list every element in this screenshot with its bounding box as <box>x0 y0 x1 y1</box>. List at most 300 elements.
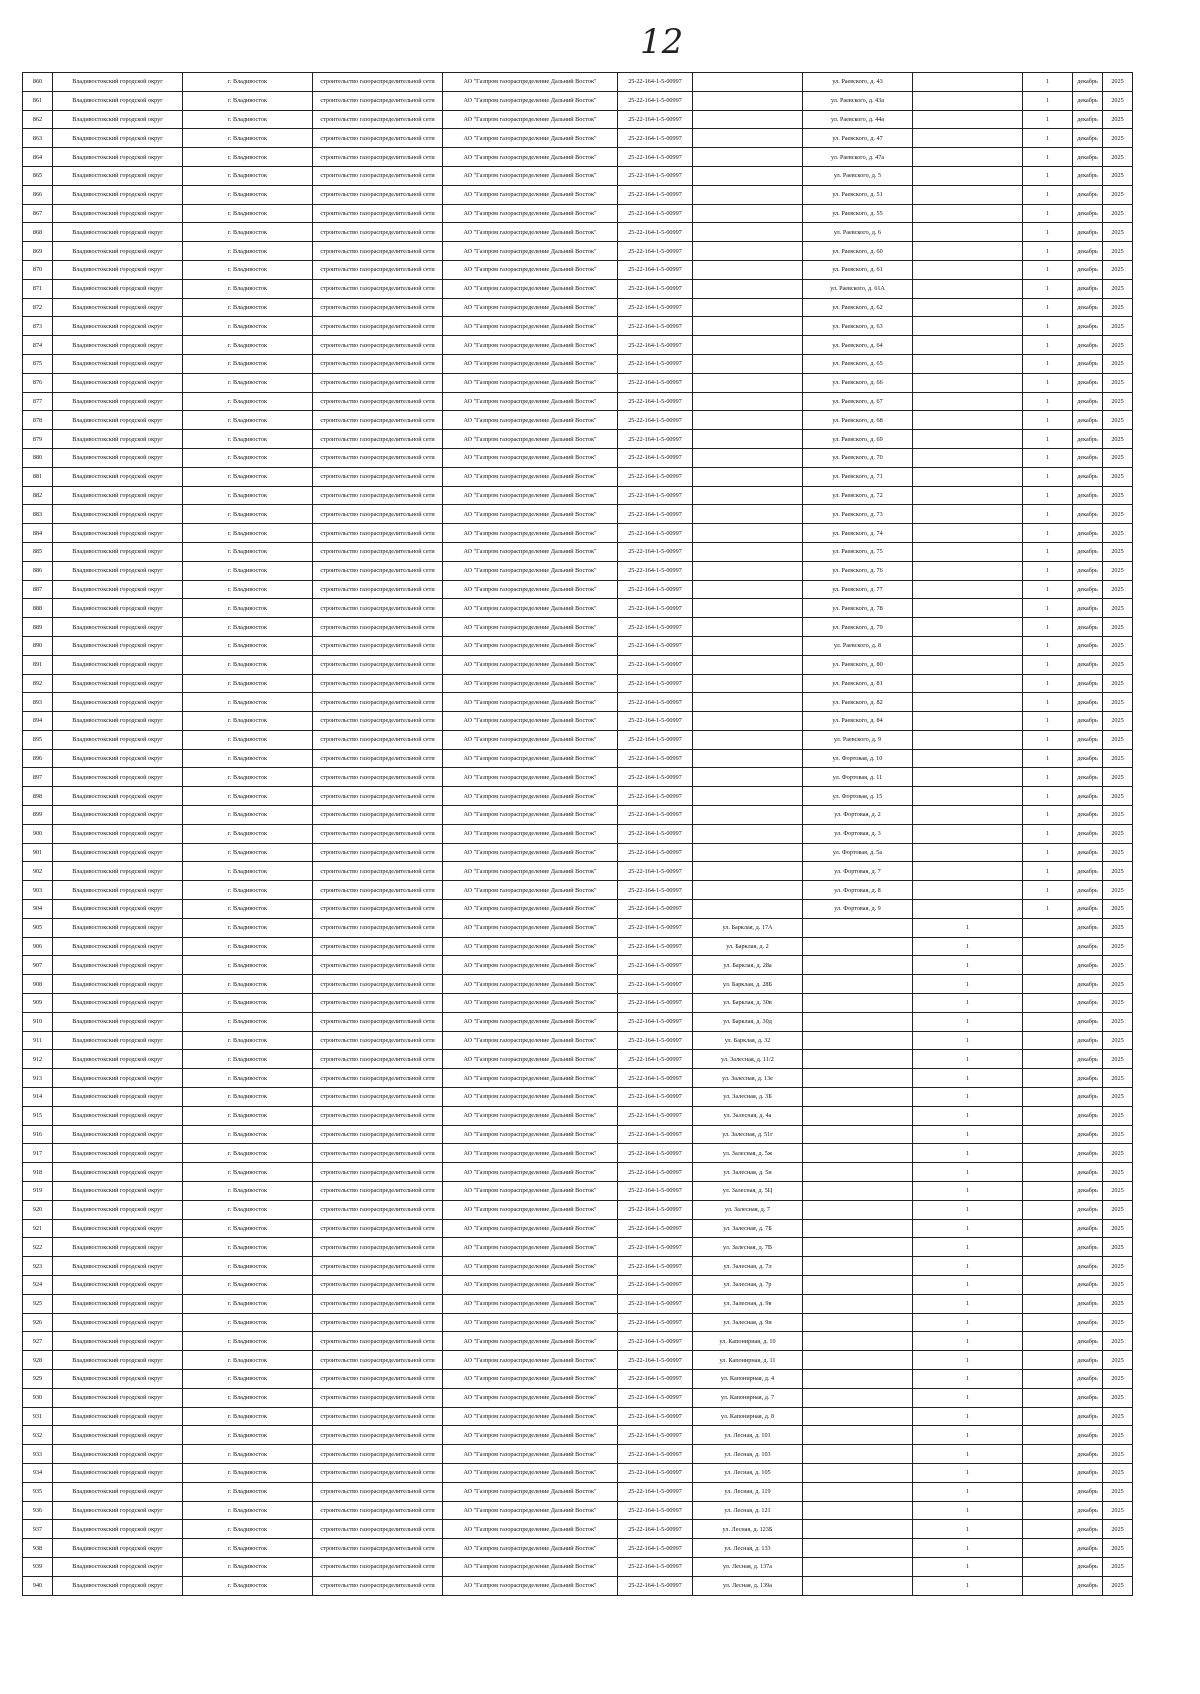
quantity-cell-left <box>913 881 1023 900</box>
year-cell: 2025 <box>1103 91 1133 110</box>
quantity-cell-left <box>913 730 1023 749</box>
registration-number-cell: 25-22-164-1-5-00997 <box>618 561 693 580</box>
year-cell: 2025 <box>1103 918 1133 937</box>
address-cell-right <box>803 1276 913 1295</box>
district-cell: Владивостокский городской округ <box>53 768 183 787</box>
quantity-cell-left <box>913 166 1023 185</box>
row-number: 903 <box>23 881 53 900</box>
year-cell: 2025 <box>1103 1200 1133 1219</box>
quantity-cell-left <box>913 580 1023 599</box>
work-type-cell: строительство газораспределительной сети <box>313 1520 443 1539</box>
table-row <box>23 1426 1133 1445</box>
quantity-cell-left: 1 <box>913 1031 1023 1050</box>
registration-number-cell: 25-22-164-1-5-00997 <box>618 730 693 749</box>
registration-number-cell: 25-22-164-1-5-00997 <box>618 1388 693 1407</box>
address-cell-left <box>693 129 803 148</box>
city-cell: г. Владивосток <box>183 599 313 618</box>
work-type-cell: строительство газораспределительной сети <box>313 599 443 618</box>
work-type-cell: строительство газораспределительной сети <box>313 91 443 110</box>
district-cell: Владивостокский городской округ <box>53 317 183 336</box>
table-row <box>23 1163 1133 1182</box>
work-type-cell: строительство газораспределительной сети <box>313 467 443 486</box>
organization-cell: АО "Газпром газораспределение Дальний Восток" <box>443 1182 618 1201</box>
quantity-cell-right <box>1023 1069 1073 1088</box>
quantity-cell-right: 1 <box>1023 712 1073 731</box>
quantity-cell-left: 1 <box>913 1539 1023 1558</box>
month-cell: декабрь <box>1073 204 1103 223</box>
row-number: 905 <box>23 918 53 937</box>
quantity-cell-right <box>1023 1463 1073 1482</box>
address-cell-left <box>693 373 803 392</box>
row-number: 866 <box>23 185 53 204</box>
district-cell: Владивостокский городской округ <box>53 1576 183 1595</box>
organization-cell: АО "Газпром газораспределение Дальний Восток" <box>443 1069 618 1088</box>
quantity-cell-right: 1 <box>1023 599 1073 618</box>
district-cell: Владивостокский городской округ <box>53 242 183 261</box>
organization-cell: АО "Газпром газораспределение Дальний Восток" <box>443 1219 618 1238</box>
quantity-cell-left <box>913 561 1023 580</box>
quantity-cell-left: 1 <box>913 1182 1023 1201</box>
address-cell-left: ул. Барклая, д. 30д <box>693 1012 803 1031</box>
year-cell: 2025 <box>1103 787 1133 806</box>
quantity-cell-right: 1 <box>1023 373 1073 392</box>
registration-number-cell: 25-22-164-1-5-00997 <box>618 1050 693 1069</box>
row-number: 880 <box>23 448 53 467</box>
work-type-cell: строительство газораспределительной сети <box>313 448 443 467</box>
district-cell: Владивостокский городской округ <box>53 279 183 298</box>
year-cell: 2025 <box>1103 1219 1133 1238</box>
table-row <box>23 1445 1133 1464</box>
organization-cell: АО "Газпром газораспределение Дальний Восток" <box>443 749 618 768</box>
address-cell-right: ул. Раевского, д. 66 <box>803 373 913 392</box>
address-cell-right <box>803 1125 913 1144</box>
registration-number-cell: 25-22-164-1-5-00997 <box>618 1219 693 1238</box>
month-cell: декабрь <box>1073 599 1103 618</box>
row-number: 899 <box>23 806 53 825</box>
district-cell: Владивостокский городской округ <box>53 392 183 411</box>
month-cell: декабрь <box>1073 975 1103 994</box>
quantity-cell-left: 1 <box>913 1238 1023 1257</box>
organization-cell: АО "Газпром газораспределение Дальний Восток" <box>443 1144 618 1163</box>
quantity-cell-left <box>913 505 1023 524</box>
quantity-cell-right: 1 <box>1023 129 1073 148</box>
row-number: 939 <box>23 1557 53 1576</box>
registration-number-cell: 25-22-164-1-5-00997 <box>618 1407 693 1426</box>
year-cell: 2025 <box>1103 392 1133 411</box>
registration-number-cell: 25-22-164-1-5-00997 <box>618 1539 693 1558</box>
quantity-cell-right: 1 <box>1023 260 1073 279</box>
city-cell: г. Владивосток <box>183 1407 313 1426</box>
year-cell: 2025 <box>1103 1313 1133 1332</box>
city-cell: г. Владивосток <box>183 1276 313 1295</box>
district-cell: Владивостокский городской округ <box>53 693 183 712</box>
month-cell: декабрь <box>1073 1088 1103 1107</box>
year-cell: 2025 <box>1103 1426 1133 1445</box>
address-cell-left <box>693 881 803 900</box>
year-cell: 2025 <box>1103 1351 1133 1370</box>
row-number: 907 <box>23 956 53 975</box>
quantity-cell-right: 1 <box>1023 110 1073 129</box>
work-type-cell: строительство газораспределительной сети <box>313 937 443 956</box>
city-cell: г. Владивосток <box>183 1482 313 1501</box>
address-cell-left <box>693 580 803 599</box>
registration-number-cell: 25-22-164-1-5-00997 <box>618 73 693 92</box>
address-cell-right: ул. Раевского, д. 47 <box>803 129 913 148</box>
month-cell: декабрь <box>1073 1576 1103 1595</box>
address-cell-right: ул. Фортовая, д. 8 <box>803 881 913 900</box>
year-cell: 2025 <box>1103 505 1133 524</box>
quantity-cell-right <box>1023 1407 1073 1426</box>
quantity-cell-left <box>913 599 1023 618</box>
district-cell: Владивостокский городской округ <box>53 994 183 1013</box>
month-cell: декабрь <box>1073 1238 1103 1257</box>
quantity-cell-left <box>913 317 1023 336</box>
organization-cell: АО "Газпром газораспределение Дальний Восток" <box>443 1257 618 1276</box>
address-cell-right <box>803 1351 913 1370</box>
month-cell: декабрь <box>1073 1313 1103 1332</box>
table-row <box>23 1294 1133 1313</box>
year-cell: 2025 <box>1103 1069 1133 1088</box>
organization-cell: АО "Газпром газораспределение Дальний Восток" <box>443 824 618 843</box>
address-cell-left <box>693 185 803 204</box>
address-cell-left <box>693 279 803 298</box>
row-number: 895 <box>23 730 53 749</box>
address-cell-left: ул. Залесная, д. 9и <box>693 1313 803 1332</box>
address-cell-right <box>803 1388 913 1407</box>
table-row <box>23 1144 1133 1163</box>
registration-number-cell: 25-22-164-1-5-00997 <box>618 1031 693 1050</box>
row-number: 936 <box>23 1501 53 1520</box>
district-cell: Владивостокский городской округ <box>53 1050 183 1069</box>
table-row <box>23 1388 1133 1407</box>
quantity-cell-left: 1 <box>913 1407 1023 1426</box>
address-cell-left <box>693 354 803 373</box>
table-row <box>23 862 1133 881</box>
registration-number-cell: 25-22-164-1-5-00997 <box>618 204 693 223</box>
address-cell-left: ул. Барклая, д. 30в <box>693 994 803 1013</box>
quantity-cell-left <box>913 824 1023 843</box>
work-type-cell: строительство газораспределительной сети <box>313 486 443 505</box>
city-cell: г. Владивосток <box>183 1106 313 1125</box>
city-cell: г. Владивосток <box>183 975 313 994</box>
work-type-cell: строительство газораспределительной сети <box>313 862 443 881</box>
year-cell: 2025 <box>1103 204 1133 223</box>
year-cell: 2025 <box>1103 486 1133 505</box>
quantity-cell-right <box>1023 1426 1073 1445</box>
organization-cell: АО "Газпром газораспределение Дальний Восток" <box>443 91 618 110</box>
month-cell: декабрь <box>1073 1332 1103 1351</box>
row-number: 931 <box>23 1407 53 1426</box>
city-cell: г. Владивосток <box>183 806 313 825</box>
work-type-cell: строительство газораспределительной сети <box>313 1332 443 1351</box>
district-cell: Владивостокский городской округ <box>53 749 183 768</box>
year-cell: 2025 <box>1103 1144 1133 1163</box>
address-cell-left <box>693 768 803 787</box>
month-cell: декабрь <box>1073 900 1103 919</box>
address-cell-right <box>803 1200 913 1219</box>
organization-cell: АО "Газпром газораспределение Дальний Восток" <box>443 148 618 167</box>
table-row <box>23 430 1133 449</box>
organization-cell: АО "Газпром газораспределение Дальний Восток" <box>443 1163 618 1182</box>
organization-cell: АО "Газпром газораспределение Дальний Восток" <box>443 1369 618 1388</box>
work-type-cell: строительство газораспределительной сети <box>313 561 443 580</box>
address-cell-right: ул. Раевского, д. 61А <box>803 279 913 298</box>
district-cell: Владивостокский городской округ <box>53 824 183 843</box>
address-cell-right <box>803 1106 913 1125</box>
city-cell: г. Владивосток <box>183 862 313 881</box>
work-type-cell: строительство газораспределительной сети <box>313 279 443 298</box>
month-cell: декабрь <box>1073 148 1103 167</box>
year-cell: 2025 <box>1103 166 1133 185</box>
address-cell-left: ул. Залесная, д. 11/2 <box>693 1050 803 1069</box>
table-row <box>23 148 1133 167</box>
table-row <box>23 1313 1133 1332</box>
organization-cell: АО "Газпром газораспределение Дальний Восток" <box>443 956 618 975</box>
table-row <box>23 599 1133 618</box>
organization-cell: АО "Газпром газораспределение Дальний Восток" <box>443 561 618 580</box>
address-cell-left: ул. Лесная, д. 119 <box>693 1482 803 1501</box>
district-cell: Владивостокский городской округ <box>53 1144 183 1163</box>
address-cell-left <box>693 411 803 430</box>
work-type-cell: строительство газораспределительной сети <box>313 354 443 373</box>
month-cell: декабрь <box>1073 1125 1103 1144</box>
organization-cell: АО "Газпром газораспределение Дальний Восток" <box>443 1557 618 1576</box>
registration-number-cell: 25-22-164-1-5-00997 <box>618 1257 693 1276</box>
work-type-cell: строительство газораспределительной сети <box>313 1200 443 1219</box>
district-cell: Владивостокский городской округ <box>53 1106 183 1125</box>
registration-number-cell: 25-22-164-1-5-00997 <box>618 448 693 467</box>
table-row <box>23 260 1133 279</box>
address-cell-right <box>803 1576 913 1595</box>
address-cell-right: ул. Раевского, д. 77 <box>803 580 913 599</box>
registration-number-cell: 25-22-164-1-5-00997 <box>618 1238 693 1257</box>
table-row <box>23 1088 1133 1107</box>
month-cell: декабрь <box>1073 712 1103 731</box>
work-type-cell: строительство газораспределительной сети <box>313 148 443 167</box>
work-type-cell: строительство газораспределительной сети <box>313 1088 443 1107</box>
work-type-cell: строительство газораспределительной сети <box>313 223 443 242</box>
district-cell: Владивостокский городской округ <box>53 975 183 994</box>
address-cell-right: ул. Раевского, д. 60 <box>803 242 913 261</box>
city-cell: г. Владивосток <box>183 900 313 919</box>
district-cell: Владивостокский городской округ <box>53 448 183 467</box>
quantity-cell-left <box>913 242 1023 261</box>
year-cell: 2025 <box>1103 806 1133 825</box>
address-cell-right: ул. Раевского, д. 73 <box>803 505 913 524</box>
district-cell: Владивостокский городской округ <box>53 806 183 825</box>
table-row <box>23 975 1133 994</box>
quantity-cell-left <box>913 806 1023 825</box>
address-cell-right: ул. Фортовая, д. 11 <box>803 768 913 787</box>
month-cell: декабрь <box>1073 524 1103 543</box>
district-cell: Владивостокский городской округ <box>53 505 183 524</box>
address-cell-left <box>693 223 803 242</box>
row-number: 938 <box>23 1539 53 1558</box>
district-cell: Владивостокский городской округ <box>53 730 183 749</box>
district-cell: Владивостокский городской округ <box>53 542 183 561</box>
organization-cell: АО "Газпром газораспределение Дальний Восток" <box>443 1050 618 1069</box>
registration-number-cell: 25-22-164-1-5-00997 <box>618 336 693 355</box>
work-type-cell: строительство газораспределительной сети <box>313 1106 443 1125</box>
organization-cell: АО "Газпром газораспределение Дальний Восток" <box>443 806 618 825</box>
address-cell-right: ул. Раевского, д. 64 <box>803 336 913 355</box>
quantity-cell-right <box>1023 1257 1073 1276</box>
registration-number-cell: 25-22-164-1-5-00997 <box>618 129 693 148</box>
address-cell-right <box>803 1407 913 1426</box>
table-row <box>23 561 1133 580</box>
district-cell: Владивостокский городской округ <box>53 129 183 148</box>
address-cell-left: ул. Капонирная, д. 7 <box>693 1388 803 1407</box>
address-cell-left: ул. Лесная, д. 123Б <box>693 1520 803 1539</box>
row-number: 888 <box>23 599 53 618</box>
registration-number-cell: 25-22-164-1-5-00997 <box>618 1200 693 1219</box>
row-number: 887 <box>23 580 53 599</box>
quantity-cell-right: 1 <box>1023 806 1073 825</box>
quantity-cell-left: 1 <box>913 1012 1023 1031</box>
address-cell-left <box>693 599 803 618</box>
work-type-cell: строительство газораспределительной сети <box>313 806 443 825</box>
organization-cell: АО "Газпром газораспределение Дальний Восток" <box>443 1576 618 1595</box>
year-cell: 2025 <box>1103 1520 1133 1539</box>
quantity-cell-left: 1 <box>913 1257 1023 1276</box>
row-number: 896 <box>23 749 53 768</box>
quantity-cell-right <box>1023 1125 1073 1144</box>
month-cell: декабрь <box>1073 260 1103 279</box>
city-cell: г. Владивосток <box>183 1501 313 1520</box>
table-row <box>23 674 1133 693</box>
work-type-cell: строительство газораспределительной сети <box>313 1388 443 1407</box>
table-row <box>23 204 1133 223</box>
address-cell-left: ул. Барклая, д. 28Б <box>693 975 803 994</box>
row-number: 863 <box>23 129 53 148</box>
month-cell: декабрь <box>1073 1144 1103 1163</box>
address-cell-right: ул. Раевского, д. 75 <box>803 542 913 561</box>
district-cell: Владивостокский городской округ <box>53 430 183 449</box>
city-cell: г. Владивосток <box>183 166 313 185</box>
row-number: 878 <box>23 411 53 430</box>
table-row <box>23 749 1133 768</box>
quantity-cell-left: 1 <box>913 975 1023 994</box>
city-cell: г. Владивосток <box>183 1576 313 1595</box>
month-cell: декабрь <box>1073 542 1103 561</box>
organization-cell: АО "Газпром газораспределение Дальний Восток" <box>443 900 618 919</box>
quantity-cell-left <box>913 185 1023 204</box>
city-cell: г. Владивосток <box>183 1031 313 1050</box>
district-cell: Владивостокский городской округ <box>53 260 183 279</box>
work-type-cell: строительство газораспределительной сети <box>313 956 443 975</box>
work-type-cell: строительство газораспределительной сети <box>313 1257 443 1276</box>
month-cell: декабрь <box>1073 937 1103 956</box>
city-cell: г. Владивосток <box>183 561 313 580</box>
quantity-cell-left <box>913 91 1023 110</box>
quantity-cell-right <box>1023 956 1073 975</box>
quantity-cell-right: 1 <box>1023 655 1073 674</box>
organization-cell: АО "Газпром газораспределение Дальний Восток" <box>443 392 618 411</box>
organization-cell: АО "Газпром газораспределение Дальний Восток" <box>443 223 618 242</box>
quantity-cell-right: 1 <box>1023 749 1073 768</box>
work-type-cell: строительство газораспределительной сети <box>313 580 443 599</box>
district-cell: Владивостокский городской округ <box>53 561 183 580</box>
organization-cell: АО "Газпром газораспределение Дальний Восток" <box>443 411 618 430</box>
city-cell: г. Владивосток <box>183 881 313 900</box>
registry-table-body <box>23 73 1133 1596</box>
quantity-cell-left <box>913 373 1023 392</box>
row-number: 890 <box>23 636 53 655</box>
address-cell-right <box>803 1482 913 1501</box>
month-cell: декабрь <box>1073 1163 1103 1182</box>
work-type-cell: строительство газораспределительной сети <box>313 110 443 129</box>
row-number: 882 <box>23 486 53 505</box>
quantity-cell-right <box>1023 1144 1073 1163</box>
quantity-cell-right: 1 <box>1023 618 1073 637</box>
district-cell: Владивостокский городской округ <box>53 354 183 373</box>
year-cell: 2025 <box>1103 260 1133 279</box>
row-number: 909 <box>23 994 53 1013</box>
address-cell-left <box>693 110 803 129</box>
month-cell: декабрь <box>1073 1257 1103 1276</box>
quantity-cell-left: 1 <box>913 1351 1023 1370</box>
quantity-cell-right <box>1023 1576 1073 1595</box>
registration-number-cell: 25-22-164-1-5-00997 <box>618 1163 693 1182</box>
organization-cell: АО "Газпром газораспределение Дальний Восток" <box>443 73 618 92</box>
quantity-cell-right <box>1023 1557 1073 1576</box>
address-cell-right: ул. Раевского, д. 76 <box>803 561 913 580</box>
city-cell: г. Владивосток <box>183 655 313 674</box>
table-row <box>23 486 1133 505</box>
district-cell: Владивостокский городской округ <box>53 524 183 543</box>
row-number: 908 <box>23 975 53 994</box>
work-type-cell: строительство газораспределительной сети <box>313 185 443 204</box>
address-cell-right: ул. Фортовая, д. 7 <box>803 862 913 881</box>
organization-cell: АО "Газпром газораспределение Дальний Восток" <box>443 881 618 900</box>
month-cell: декабрь <box>1073 655 1103 674</box>
month-cell: декабрь <box>1073 1520 1103 1539</box>
month-cell: декабрь <box>1073 110 1103 129</box>
address-cell-left: ул. Лесная, д. 133 <box>693 1539 803 1558</box>
city-cell: г. Владивосток <box>183 1388 313 1407</box>
address-cell-right: ул. Фортовая, д. 5а <box>803 843 913 862</box>
year-cell: 2025 <box>1103 354 1133 373</box>
city-cell: г. Владивосток <box>183 411 313 430</box>
address-cell-left <box>693 843 803 862</box>
year-cell: 2025 <box>1103 129 1133 148</box>
registration-number-cell: 25-22-164-1-5-00997 <box>618 260 693 279</box>
city-cell: г. Владивосток <box>183 1125 313 1144</box>
month-cell: декабрь <box>1073 693 1103 712</box>
organization-cell: АО "Газпром газораспределение Дальний Восток" <box>443 1313 618 1332</box>
quantity-cell-left: 1 <box>913 1294 1023 1313</box>
year-cell: 2025 <box>1103 937 1133 956</box>
quantity-cell-right: 1 <box>1023 561 1073 580</box>
row-number: 929 <box>23 1369 53 1388</box>
district-cell: Владивостокский городской округ <box>53 1520 183 1539</box>
quantity-cell-right: 1 <box>1023 354 1073 373</box>
address-cell-left <box>693 505 803 524</box>
city-cell: г. Владивосток <box>183 1351 313 1370</box>
registration-number-cell: 25-22-164-1-5-00997 <box>618 956 693 975</box>
city-cell: г. Владивосток <box>183 693 313 712</box>
month-cell: декабрь <box>1073 1012 1103 1031</box>
registration-number-cell: 25-22-164-1-5-00997 <box>618 618 693 637</box>
work-type-cell: строительство газораспределительной сети <box>313 298 443 317</box>
organization-cell: АО "Газпром газораспределение Дальний Восток" <box>443 975 618 994</box>
address-cell-right <box>803 1219 913 1238</box>
table-row <box>23 1369 1133 1388</box>
organization-cell: АО "Газпром газораспределение Дальний Восток" <box>443 110 618 129</box>
city-cell: г. Владивосток <box>183 1369 313 1388</box>
registration-number-cell: 25-22-164-1-5-00997 <box>618 787 693 806</box>
table-row <box>23 956 1133 975</box>
